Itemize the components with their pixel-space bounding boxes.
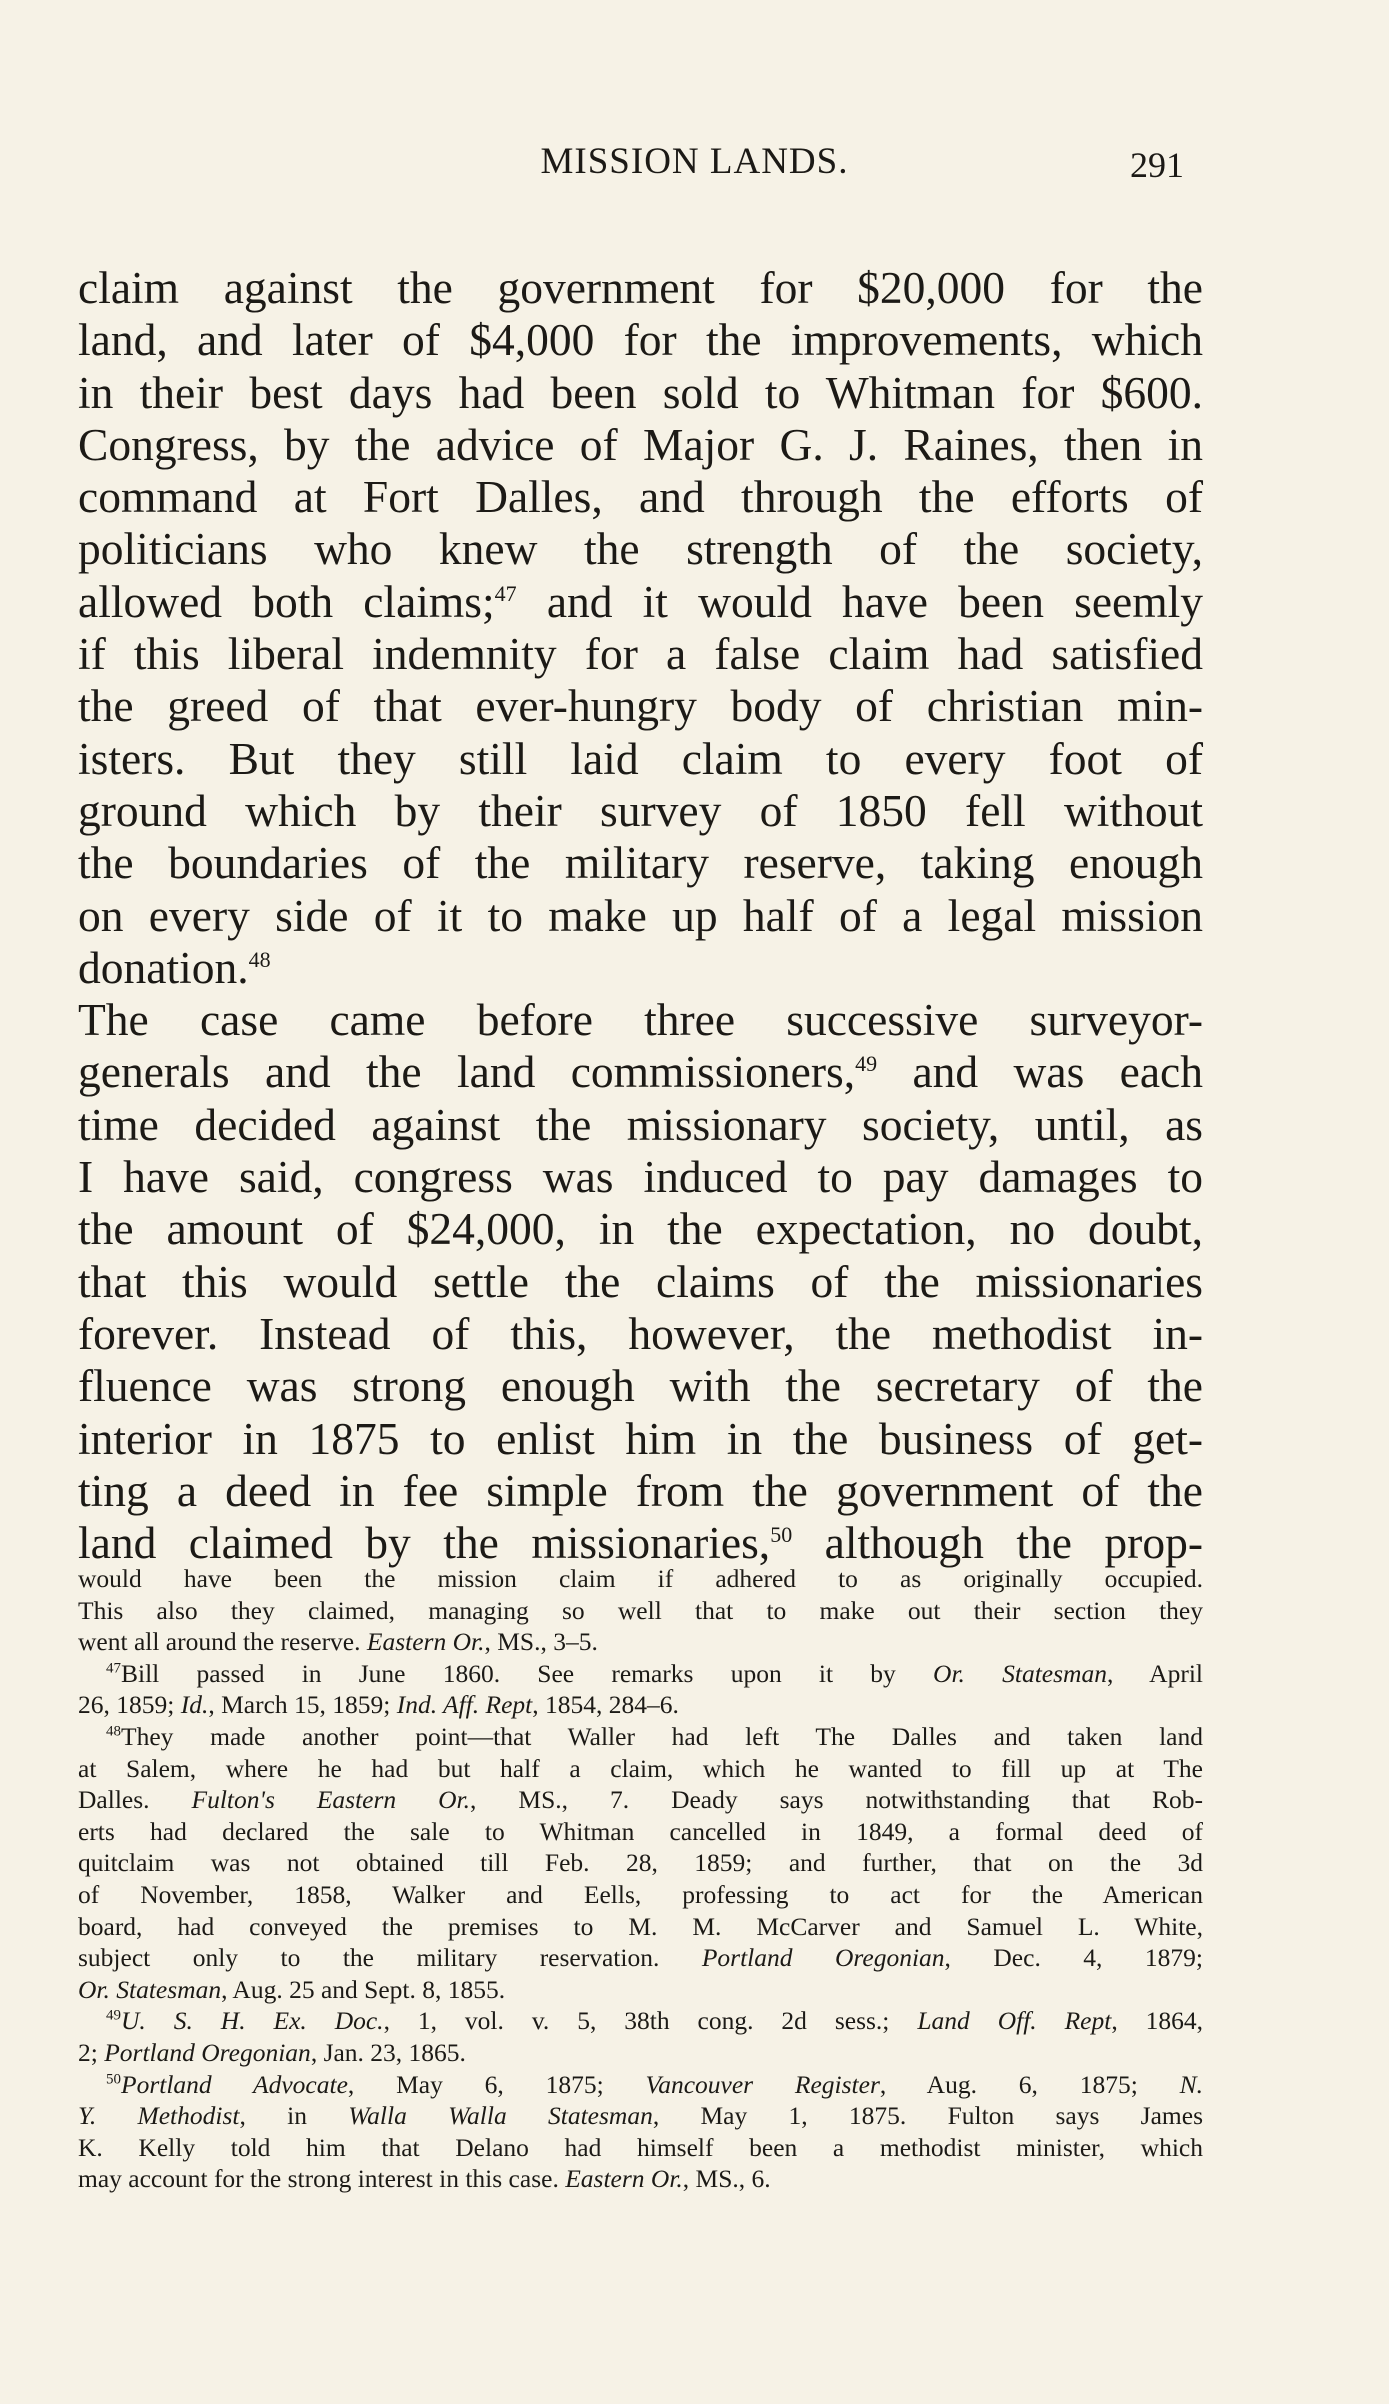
fn-citation: Or. Statesman <box>933 1658 1107 1688</box>
footnote-line <box>78 1974 1203 2006</box>
fn-text: , in <box>239 2101 349 2131</box>
fn-text: , May 6, 1875; <box>347 2069 646 2099</box>
text-line: ting a deed in fee simple from the government of the <box>78 1464 1203 1516</box>
footnotes <box>78 1563 1203 2195</box>
footnote-line: erts had declared the sale to Whitman cancelled in 1849, a formal deed of <box>78 1816 1203 1846</box>
fn-text: , 1854, 284–6. <box>532 1690 679 1720</box>
text-line: the amount of $24,000, in the expectation, no doubt, <box>78 1203 1203 1255</box>
fn-text: , Aug. 25 and Sept. 8, 1855. <box>221 1974 506 2004</box>
fn-citation: U. S. H. Ex. Doc. <box>121 2006 384 2036</box>
fn-text: They made another point—that Waller had left The Dalles and taken land <box>121 1721 1203 1751</box>
text-line <box>78 1046 1203 1098</box>
footnote-line: quitclaim was not obtained till Feb. 28, 1859; and further, that on the 3d <box>78 1848 1203 1878</box>
fn-text: went all around the reserve. <box>78 1627 367 1657</box>
text-line: forever. Instead of this, however, the methodist in- <box>78 1307 1203 1359</box>
fn-text: subject only to the military reservation. <box>78 1943 702 1973</box>
text-line: politicians who knew the strength of the society, <box>78 523 1203 575</box>
text-segment: The case came before three successive surveyor- <box>78 994 1203 1046</box>
fn-text: , May 1, 1875. Fulton says James <box>652 2101 1203 2131</box>
footnote-number: 47 <box>106 1660 121 1677</box>
text-line <box>78 576 1203 628</box>
footnote-line: at Salem, where he had but half a claim, which he wanted to fill up at The <box>78 1753 1203 1783</box>
fn-text: , 1864, <box>1111 2006 1203 2036</box>
text-line: in their best days had been sold to Whitman for $600. <box>78 366 1203 418</box>
footnote-49 <box>78 2005 1203 2037</box>
text-line: the boundaries of the military reserve, taking enough <box>78 837 1203 889</box>
footnote-line <box>78 2163 1203 2195</box>
fn-citation: Eastern Or. <box>565 2164 683 2194</box>
footnote-ref: 48 <box>248 946 271 972</box>
page-header <box>0 140 1389 200</box>
fn-citation: N. <box>1179 2069 1203 2099</box>
footnote-47 <box>78 1658 1203 1690</box>
fn-text: Bill passed in June 1860. See remarks upon it by <box>121 1658 934 1688</box>
text-line <box>78 942 1203 994</box>
footnote-ref: 49 <box>855 1051 878 1077</box>
fn-citation: Land Off. Rept <box>917 2006 1112 2036</box>
fn-citation: Eastern Or. <box>366 1627 485 1657</box>
text-line: isters. But they still laid claim to every foot of <box>78 732 1203 784</box>
text-line: land, and later of $4,000 for the improvements, which <box>78 314 1203 366</box>
footnote-number: 50 <box>106 2071 121 2087</box>
text-segment: although the prop- <box>792 1517 1203 1569</box>
footnote-line <box>78 2037 1203 2069</box>
text-line: Congress, by the advice of Major G. J. Raines, then in <box>78 418 1203 470</box>
text-segment: donation. <box>78 941 249 993</box>
fn-text: , 1, vol. v. 5, 38th cong. 2d sess.; <box>383 2006 918 2036</box>
text-line: if this liberal indemnity for a false claim had satisfied <box>78 628 1203 680</box>
body-text <box>78 262 1203 1569</box>
footnote-line: board, had conveyed the premises to M. M. McCarver and Samuel L. White, <box>78 1911 1203 1941</box>
text-segment: generals and the land commissioners, <box>78 1046 856 1098</box>
footnote-line <box>78 1784 1203 1816</box>
footnote-48 <box>78 1721 1203 1753</box>
footnote-ref: 47 <box>494 580 517 606</box>
text-line <box>78 1517 1203 1569</box>
fn-citation: Or. Statesman <box>78 1974 222 2004</box>
text-segment: land claimed by the missionaries, <box>78 1517 771 1569</box>
text-line: claim against the government for $20,000 for the <box>78 262 1203 313</box>
text-line: I have said, congress was induced to pay damages to <box>78 1151 1203 1203</box>
fn-citation: Y. Methodist <box>78 2101 240 2131</box>
fn-citation: Vancouver Register <box>645 2069 880 2099</box>
text-line: ground which by their survey of 1850 fell without <box>78 784 1203 836</box>
text-segment: and was each <box>877 1046 1204 1098</box>
fn-text: , Aug. 6, 1875; <box>879 2069 1180 2099</box>
text-line <box>78 994 1203 1046</box>
fn-citation: Ind. Aff. Rept <box>396 1690 533 1720</box>
footnote-line <box>78 1942 1203 1974</box>
fn-citation: Id. <box>180 1690 209 1720</box>
fn-text: may account for the strong interest in this case. <box>78 2164 566 2194</box>
footnote-number: 49 <box>106 2007 121 2024</box>
fn-text: 2; <box>78 2037 105 2067</box>
fn-citation: Portland Oregonian <box>701 1943 945 1973</box>
fn-text: , April <box>1106 1658 1203 1688</box>
footnote-line: would have been the mission claim if adhered to as originally occupied. <box>78 1564 1203 1593</box>
text-line: time decided against the missionary society, until, as <box>78 1098 1203 1150</box>
running-title: MISSION LANDS. <box>540 141 849 182</box>
footnote-50 <box>78 2069 1203 2101</box>
text-segment: and it would have been seemly <box>516 575 1203 627</box>
footnote-line: This also they claimed, managing so well that to make out their section they <box>78 1595 1203 1625</box>
text-line: that this would settle the claims of the missionaries <box>78 1255 1203 1307</box>
text-line: interior in 1875 to enlist him in the business of get- <box>78 1412 1203 1464</box>
text-segment: allowed both claims; <box>78 575 495 627</box>
text-line: fluence was strong enough with the secretary of the <box>78 1360 1203 1412</box>
footnote-line: of November, 1858, Walker and Eells, professing to act for the American <box>78 1879 1203 1909</box>
footnote-ref: 50 <box>770 1521 793 1547</box>
fn-text: , MS., 7. Deady says notwithstanding that Rob- <box>470 1785 1204 1815</box>
footnote-line <box>78 2100 1203 2132</box>
fn-text: , Jan. 23, 1865. <box>310 2037 466 2067</box>
text-line: on every side of it to make up half of a legal mission <box>78 889 1203 941</box>
fn-text: , MS., 6. <box>682 2164 771 2194</box>
fn-citation: Walla Walla Statesman <box>348 2101 653 2131</box>
text-line: command at Fort Dalles, and through the efforts of <box>78 471 1203 523</box>
fn-text: , MS., 3–5. <box>484 1627 598 1657</box>
fn-text: , March 15, 1859; <box>208 1690 397 1720</box>
fn-citation: Portland Oregonian <box>104 2037 311 2067</box>
fn-text: 26, 1859; <box>78 1690 181 1720</box>
footnote-number: 48 <box>106 1723 121 1740</box>
footnote-line: K. Kelly told him that Delano had himself been a methodist minister, which <box>78 2132 1203 2162</box>
footnote-line <box>78 1689 1203 1721</box>
text-line: the greed of that ever-hungry body of christian min- <box>78 680 1203 732</box>
fn-citation: Portland Advocate <box>121 2069 348 2099</box>
fn-text: , Dec. 4, 1879; <box>944 1943 1203 1973</box>
fn-citation: Fulton's Eastern Or. <box>191 1785 471 1815</box>
footnote-line <box>78 1626 1203 1658</box>
page-number: 291 <box>1130 145 1184 185</box>
fn-text: Dalles. <box>78 1785 192 1815</box>
